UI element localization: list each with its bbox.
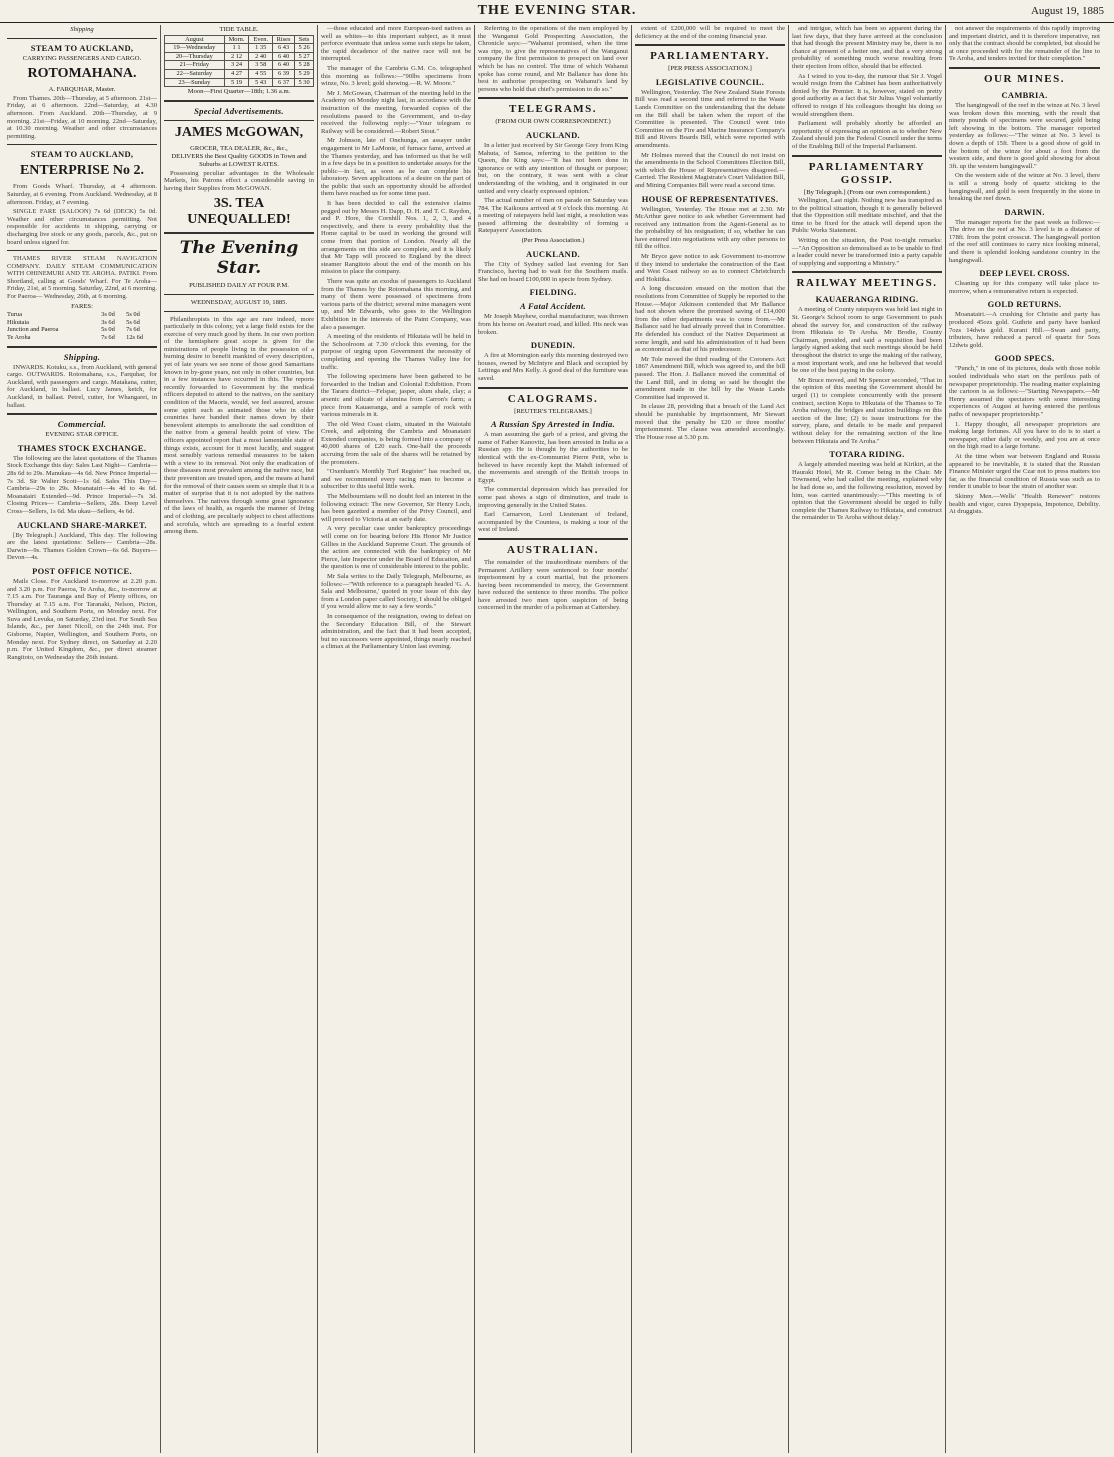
tide-col: August <box>165 35 225 44</box>
gold-returns-heading: GOLD RETURNS. <box>987 299 1062 310</box>
fielding-heading: FIELDING. <box>529 287 577 298</box>
gossip-heading: PARLIAMENTARY GOSSIP. <box>808 160 926 186</box>
totara-heading: TOTARA RIDING. <box>829 449 905 460</box>
tide-table <box>164 35 314 88</box>
table-row: 21—Friday 3 24 3 58 6 40 5 28 <box>165 61 314 70</box>
section-shipping: Shipping <box>70 26 94 33</box>
fatal-accident-heading: A Fatal Accident. <box>520 301 586 312</box>
steam-heading: STEAM TO AUCKLAND, <box>30 42 134 53</box>
tide-col: Even. <box>249 35 272 44</box>
tide-col: Morn. <box>224 35 249 44</box>
columns <box>4 25 1110 1453</box>
telegrams-heading: TELEGRAMS. <box>508 103 598 116</box>
ship-master: A. FARQUHAR, Master. <box>48 86 116 94</box>
house-heading: HOUSE OF REPRESENTATIVES. <box>641 193 779 204</box>
railway-heading: RAILWAY MEETINGS. <box>796 277 938 290</box>
special-ads-heading: Special Advertisements. <box>194 105 284 116</box>
deep-level-heading: DEEP LEVEL CROSS. <box>979 268 1070 279</box>
auckland-heading-2: AUCKLAND. <box>526 248 580 259</box>
auckland-heading: AUCKLAND. <box>526 129 580 140</box>
dunedin-heading: DUNEDIN. <box>530 340 576 351</box>
tea-advert: 3S. TEA UNEQUALLED! <box>187 196 291 228</box>
kauaeranga-heading: KAUAERANGA RIDING. <box>815 294 919 305</box>
tide-col: Sets <box>295 35 314 44</box>
column-1: Shipping STEAM TO AUCKLAND, CARRYING PASSENGERS AND CARGO. ROTOMAHANA. A. FARQUHAR, Master. From Thames. 20th—Thursday, at 5 afternoon. 21st—Friday, at 6 afternoon. 22nd—Saturday, at 4.30 afternoon. From Auckland. 20th—Thursday, at 9 morning. 21st—Friday, at 10 morning. 22nd—Saturday, at 10.30 morning. Weather and other circumstances permitting. STEAM TO AUCKLAND, ENTERPRISE No 2. From Goods Wharf. Thursday, at 4 afternoon. Saturday, at 6 evening. From Auckland. Wednesday, at 8 afternoon. Friday, at 7 evening. SINGLE FARE (SALOON) 7s 6d (DECK) 5s 0d. Weather and other circumstances permitting. Not responsible for accidents in shipping, carrying or discharging live stock or any goods, parcels, &c., put on board unless signed for. THAMES RIVER STEAM NAVIGATION COMPANY. DAILY STEAM COMMUNICATION WITH OHINEMURI AND TE AROHA. PATIKI. From Shortland, calling at Goods' Wharf. For Te Aroha— Friday, 21st, at 5 morning. Saturday, 22nd, at 6 morning. For Paeroa— Wednesday, 26th, at 6 morning. FARES: Turua 3s 0d 5s 0d Hikutaia 3s 6d 5s 6d Junction and Paeroa 5s 0d 7s 6d Te Aroha 7s 6d 12s 6d Shipping. INWARDS. Kotuku, s.s., from Auckland, with general cargo. OUTWARDS. Rotomahana, s.s., Farquhar, for Auckland, with passengers and cargo. Matakana, cutter, for Auckland, in ballast. Lucy James, ketch, for Auckland, in ballast. Petrel, cutter, for Whangarei, in ballast. Commercial. EVENING STAR OFFICE. THAMES STOCK EXCHANGE. The following are the latest quotations of the Thames Stock Exchange this day: Sales Last Night— Cambria—28s 6d to 29s. Manukau—4s 6d. New Prince Imperial—7s 3d. Sir Walter Scott—1s 6d. Sales This Day— Cambria—29s to 29s. Moanatairi—4s 4d to 4s 6d. Moanatairi Extended—9d. Prince Imperial—7s 3d. Closing Prices— Cambria—Sellers, 28s. Deep Level Cross—Sellers, 1s 6d. Ma ukau—Sellers, 4s 6d. AUCKLAND SHARE-MARKET. [By Telegraph.] Auckland, This day. The following are the latest quotations: Sellers— Cambria—28s. Darwin—9s. Thames Golden Crown—6s 6d. Buyers— Devon—4s. POST OFFICE NOTICE. Mails Close. For Auckland to-morrow at 2.20 p.m. and 3.20 p.m. For Paeroa, Te Aroha, &c., to-morrow at 7.15 a.m. For Tauranga and Bay of Plenty offices, on Thursday at 7.15 a.m. For Taranaki, Nelson, Picton, Wellington, and Southern Ports, on Monday next. For Suva and Levuka, on Saturday, 23rd inst. For South Sea Islands, &c., per Janet Nicoll, on the 24th inst. For Gisborne, Napier, Wellington, and Southern Ports, on Monday next. For Sydney direct, on Saturday at 2.20 p.m. For United Kingdom, &c., per direct steamer Rangitoto, on Wednesday the 26th instant. <box>4 25 161 1453</box>
table-row: 20—Thursday 2 12 2 40 6 40 5 27 <box>165 52 314 61</box>
ship-enterprise: ENTERPRISE No 2. <box>19 163 145 179</box>
tide-heading: TIDE TABLE. <box>219 26 259 33</box>
fares-table: Turua 3s 0d 5s 0d Hikutaia 3s 6d 5s 6d Junction and Paeroa 5s 0d 7s 6d Te Aroha 7s 6d 12s 6d <box>7 311 143 342</box>
column-6: and intrigue, which has been so apparent during the last few days, that they have arrived at the conclusion that had though the present Ministry may be, there is no chance at present of a better one, and that a very strong probability of something much worse resulting from their ejection from office, should that be effected. As I wired to you to-day, the rumour that Sir J. Vogel would resign from the Cabinet has been authoritatively denied by the Premier. It is, however, stated on pretty good authority as a fact that Sir Julius Vogel voluntarily offered to resign if his colleagues thought his doing so would strengthen them. Parliament will probably shortly be afforded an opportunity of expressing an opinion as to whether New Zealand should join the Federal Council under the terms of the Enabling Bill of the Imperial Parliament. PARLIAMENTARY GOSSIP. [By Telegraph.] (From our own correspondent.) Wellington, Last night. Nothing new has transpired as to the political situation, though it is generally believed that the Opposition still meditate mischief, and that the time to be fixed for the attack will depend upon the Public Works Statement. Writing on the situation, the Post to-night remarks:—"An Opposition so demoralised as to be unable to find a leader could never be transformed into a party capable of supplying and supporting a Ministry." RAILWAY MEETINGS. KAUAERANGA RIDING. A meeting of County ratepayers was held last night in St. George's School room to urge Government to push ahead the survey for, and construction of the railway from Hikutaia to Te Aroha. Mr Brodie, County Chairman, presided, and said a requisition had been largely signed asking that such meetings should be held throughout the district to urge the making of the railway, a most important work, and one he believed that would be one of the best paying in the colony. Mr Bruce moved, and Mr Spencer seconded, "That in the opinion of this meeting the Government should be urged (1) to complete concurrently with the present contract, section Kopu to Hikutaia of the Thames to Te Aroha railway, the bridges and station buildings on this section of the line; (2) to issue instructions for the survey, plans, and details to be made and prepared without delay for the remaining section of the line between Hikutaia and Te Aroha." TOTARA RIDING. A largely attended meeting was held at Kirikiri, at the Hauraki Hotel, Mr R. Comer being in the Chair. Mr Townsend, who had called the meeting, explained why he had done so, and the following resolution, moved by him, was carried unanimously:—"This meeting is of opinion that the Government should be urged to fully complete the Thames Railway to Hikutaia, and construct the remainder to Te Aroha without delay." <box>789 25 946 1453</box>
steam-sub: CARRYING PASSENGERS AND CARGO. <box>22 54 142 62</box>
council-heading: LEGISLATIVE COUNCIL. <box>655 76 765 87</box>
postoffice-heading: POST OFFICE NOTICE. <box>32 565 132 576</box>
paper-name: The Evening Star. <box>179 238 299 279</box>
moon-phase: Moon—First Quarter—18th; 1.36 a.m. <box>187 88 291 96</box>
darwin-heading: DARWIN. <box>1004 206 1045 217</box>
cambria-heading: CAMBRIA. <box>1001 89 1048 100</box>
masthead <box>0 0 1114 23</box>
tide-col: Rises <box>272 35 294 44</box>
fares-heading: FARES: <box>71 302 93 310</box>
table-row: 23—Sunday 5 19 5 43 6 37 5 30 <box>165 78 314 87</box>
mines-heading: OUR MINES. <box>983 72 1065 85</box>
section-commercial: Commercial. <box>57 419 107 430</box>
correspondent-line: (FROM OUR OWN CORRESPONDENT.) <box>495 118 611 126</box>
australian-heading: AUSTRALIAN. <box>507 543 599 556</box>
editorial-date: WEDNESDAY, AUGUST 19, 1885. <box>190 298 288 306</box>
paper-title: THE EVENING STAR. <box>477 3 637 18</box>
section-shipping-2: Shipping. <box>63 351 101 362</box>
table-row: 19—Wednesday 1 1 1 35 6 43 5 26 <box>165 44 314 53</box>
ship-rotomahana: ROTOMAHANA. <box>27 66 137 82</box>
press-association: [PER PRESS ASSOCIATION.] <box>668 65 752 73</box>
advert-name: JAMES McGOWAN, <box>174 124 304 140</box>
column-2: TIDE TABLE. August Morn. Even. Rises Sets 19—Wednesday 1 1 1 35 6 43 5 26 20—Thursday 2 12 2 40 6 40 5 27 21—Friday 3 24 3 58 6 40 5 28 22—Saturday 4 27 4 55 6 39 5 29 23—Sunday 5 19 5 43 6 37 5 30 Moon—First Quarter—18th; 1.36 a.m. Special Advertisements. JAMES McGOWAN, GROCER, TEA DEALER, &c., &c., DELIVERS the Best Quality GOODS in Town and Suburbs at LOWEST RATES. Possessing peculiar advantages in the Wholesale Markets, his Patrons effect a considerable saving in having their Supplies from McGOWAN. 3S. TEA UNEQUALLED! The Evening Star. PUBLISHED DAILY AT FOUR P.M. WEDNESDAY, AUGUST 19, 1885. Philanthropists in this age are rare indeed, more particularly in this colony, yet a large field exists for the exercise of very much good by them. In our own portion of the hemisphere great scope is given for the ministrations of people living in the possession of a burning desire to benefit mankind of every description, yet of late years we see none of those good Samaritans known in by-gone years, not only in other countries, but in a few instances have occurred in this. The reports recently forwarded to Government by the medical officers deputed to attend to the natives, on the sanitary condition of the Maoris, would, we feel assured, arouse some spirit such as animated those who in older countries have banded their names down by their benevolent attempts to ameliorate the sad condition of the native from a general health point of view. The officers appointed report that a most lamentable state of things exists, account for it most lucidly, and suggest most sensibly various remedial measures to be taken with a view to its removal. Not only the eradication of those diseases most prevalent among the native race, but their prevention are treated upon, and the means at hand for the removal of their causes seem so simple that it is a matter of surprise that it is not adopted by the natives themselves. The natives through some great ignorance of the laws of health, as regards the manner of living and of clothing, are peculiarly subject to chest affections and scrofula, which are spreading to a fearful extent among them. <box>161 25 318 1453</box>
column-5: extent of £200,000 will be required to meet the deficiency at the end of the coming financial year. PARLIAMENTARY. [PER PRESS ASSOCIATION.] LEGISLATIVE COUNCIL. Wellington, Yesterday. The New Zealand State Forests Bill was read a second time and referred to the Waste Lands Committee on the understanding that the debate on the Bill shall be taken when the report of the Committee is presented. The Council went into Committee on the Fire and Marine Insurance Company's Bill and Rivers Boards Bill, which were reported with amendments. Mr Holmes moved that the Council do not insist on the amendments in the School Committees Election Bill, with which the House of Representatives disagreed.—Carried. The Resident Magistrate's Court Validation Bill, and Mining Companies Bill were read a second time. HOUSE OF REPRESENTATIVES. Wellington, Yesterday. The House met at 2.30. Mr McArthur gave notice to ask whether Government had received any intimation from the Agent-General as to the probability of his resignation; if so, whether he can have entered into negotiations with any other persons to fill the office. Mr Bryce gave notice to ask Government to-morrow if they intend to undertake the construction of the East and West Coast railway so as to connect Christchurch and Hokitika. A long discussion ensued on the motion that the resolutions from Committee of Supply be reported to the House.—Major Atkinson contended that Mr Ballance had not shown where the promised saving of £14,000 from the other departments was to come from.—Mr Ballance said he had already proved that in Committee. He defended his conduct of the Native Department at some length, and said his administration of it had been as economical as that of his predecessor. Mr Tole moved the third reading of the Coroners Act 1867 Amendment Bill, which was agreed to, and the bill passed. The Hon. J. Ballance moved the committal of the Land Bill, and in doing so said he thought the amendment made in the bill by the Waste Lands Committee had improved it. In clause 28, providing that a breach of the Land Act should be punishable by imprisonment, Mr Stewart moved that the penalty be £20 or three months' imprisonment. The clause was amended accordingly. The House rose at 5.30 p.m. <box>632 25 789 1453</box>
advert-line: DELIVERS the Best Quality GOODS in Town and Suburbs at LOWEST RATES. <box>171 153 307 168</box>
steam-heading-2: STEAM TO AUCKLAND, <box>30 149 134 160</box>
column-4: Referring to the operations of the men employed by the Wanganui Gold Prospecting Association, the Chronicle says:—"Wahanui promised, when the time was ripe, to give the representatives of the Wanganui company the first permission to prospect on land over which he has no control. The time of which Wahanui spoke has come round, and Mr Ballance has done his best to authorise prospecting on Wahanui's land by persons who hold that chief's permission to do so." TELEGRAMS. (FROM OUR OWN CORRESPONDENT.) AUCKLAND. In a letter just received by Sir George Grey from King Mahuta, of Samoa, referring to the petition to the Queen, the King says:—"It has not been done in ignorance or with any intention of thought or purpose; but, on the contrary, it was sent with a clear understanding of the wishing, and it originated in our united and very clearly expressed opinion." The actual number of men on parade on Saturday was 784. The Kaikoura arrived at 9 o'clock this morning. At a meeting of ratepayers held last night, a resolution was passed affirming the desirability of forming a Ratepayers' Association. (Per Press Association.) AUCKLAND. The City of Sydney sailed last evening for San Francisco, having had to wait for the Southern mails. She had on board £100,000 in specie from Sydney. FIELDING. A Fatal Accident. Mr Joseph Mayhew, cordial manufacturer, was thrown from his horse on Awaturi road, and killed. His neck was broken. DUNEDIN. A fire at Mornington early this morning destroyed two houses, owned by McIntyre and Black and occupied by Lettinga and Mrs Kelly. A good deal of the furniture was saved. CALOGRAMS. [REUTER'S TELEGRAMS.] A Russian Spy Arrested in India. A man assuming the garb of a priest, and giving the name of Father Kanovitz, has been arrested in India as a Russian spy. He is thought by the authorities to be identical with the ex-Communist Pierre Petit, who is believed to have recently kept the Mahdi informed of the movements and strength of the British troops in Egypt. The commercial depression which has prevailed for some past shows a sign of diminution, and trade is improving generally in the United States. Earl Carnarvon, Lord Lieutenant of Ireland, accompanied by the Countess, is making a tour of the west of Ireland. AUSTRALIAN. The remainder of the insubordinate members of the Permanent Artillery were sentenced to four months' imprisonment by a court martial, but the prisoners having been recommended to mercy, the Government have reduced the sentence to three months. The police have arrested two men upon suspicion of being concerned in the murder of a policeman at Cattershey. <box>475 25 632 1453</box>
russian-spy-heading: A Russian Spy Arrested in India. <box>490 419 616 430</box>
exchange-heading: THAMES STOCK EXCHANGE. <box>17 442 147 453</box>
column-3: —those educated and more European-ised natives as well as whites—to this important subject, as it must perforce eventuate that unless some such steps be taken, the rapid decadence of the native race will not be interrupted. The manager of the Cambria G.M. Co. telegraphed this morning as follows:—"90lbs specimens from winze, No. 3 level; gold showing.—R. W. Moore." Mr J. McGowan, Chairman of the meeting held in the Academy on Monday night last, in accordance with the instruction of the meeting, forwarded copies of the resolutions passed to the Government, and to-day received the following reply:—"Your telegram re Railway will be considered.—Robert Stout." Mr Johnson, late of Onehunga, an assayer under engagement to Mr LaMonte, of furnace fame, arrived at the Thames yesterday, and has informed us that he will in a few days be in a position to undertake assays for the public—in fact, as soon as he can complete his laboratory. Seven applications of a desire on the part of the public that such an opportunity should be afforded them have reached us for some time past. It has been decided to call the extensive claims pegged out by Messrs H. Dapp, D. H. and T. C. Raydon, and P. Hore, the Cornhill Nos. 1, 2, 3, and 4 respectively, and there is every probability that the Home capital to be used in working the ground will come from that portion of London. Nearly all the arrangements on this side are complete, and it is likely that Mr Tapp will proceed to England by the direct steamer Rangitoto about the end of the month on his mission to place the company. There was quite an exodus of passengers to Auckland from the Thames by the Rotomahana this morning, and many of them were possessed of specimens from various parts of the district; several mine managers went up, and Mr Edwards, who goes to the Wellington Exhibition in the interests of the Paint Company, was also a passenger. A meeting of the residents of Hikutaia will be held in the Schoolroom at 7.30 o'clock this evening, for the purpose of urging upon Government the necessity of completing and opening the Thames Valley line for traffic. The following specimens have been gathered to be forwarded to the Indian and Colonial Exhibition. From the Tararu district—Felspar, jasper, alum shale, clay; a arsenic and silicate of alumina from Carron's farm; a piece from Kauaeranga, and a sample of rock with various minerals in it. The old West Coast claim, situated in the Waiotahi Creek, and adjoining the Cambria and Moanatairi Extended companies, is being formed into a company of 40,000 shares of £20 each. One-half the proceeds accruing from the sale of the shares will be retained by the promoters. "Oxenham's Monthly Turf Register" has reached us, and we recommend every racing man to become a subscriber to this useful little work. The Melbournians will no doubt feel an interest in the following extract: The new Governor, Sir Henry Loch, has been gazetted a member of the Privy Council, and will proceed to Victoria at an early date. A very peculiar case under bankruptcy proceedings will come on for hearing before His Honor Mr Justice Gillies in the Auckland Supreme Court. The grounds of the action are connected with the bankruptcy of Mr Pierce, late Inspector under the Board of Education, and the question is one of considerable interest to the public. Mr Sala writes to the Daily Telegraph, Melbourne, as follows:—"With reference to a paragraph headed 'G. A. Sala and Melbourne,' quoted in your issue of this day from a London paper called Society, I should be obliged if you would allow me to say a few words." In consequence of the resignation, owing to defeat on the Secondary Education Bill, of the Stewart administration, and the fact that it had been accepted, but no successors were appointed, things nearly reached a climax at the Parliamentary Union last evening. <box>318 25 475 1453</box>
advert-trade: GROCER, TEA DEALER, &c., &c., <box>190 144 288 152</box>
reuter-line: [REUTER'S TELEGRAMS.] <box>514 407 592 415</box>
parliamentary-heading: PARLIAMENTARY. <box>650 50 770 63</box>
sharemarket-heading: AUCKLAND SHARE-MARKET. <box>17 519 147 530</box>
published-line: PUBLISHED DAILY AT FOUR P.M. <box>189 282 289 290</box>
good-specs-heading: GOOD SPECS. <box>994 353 1055 364</box>
calograms-heading: CALOGRAMS. <box>507 392 599 405</box>
issue-date: August 19, 1885 <box>1030 5 1104 17</box>
column-7: not answer the requirements of this rapidly improving and important district, and it is therefore imperative, not only that the contract should be completed, but should be at once proceeded with for the remainder of the line to Te Aroha, and tenders invited for their completion." OUR MINES. CAMBRIA. The hangingwall of the reef in the winze at No. 3 level was broken down this morning, with the result that ninety pounds of specimens were secured, gold being left showing in the bottom. The manager reported yesterday as follows:—"The winze at No. 3 level is down a depth of 15ft. There is a good show of gold in the bottom of the winze for about a foot from the western side, and there is good gold showing for about 3ft. up the western hangingwall." On the western side of the winze at No. 3 level, there is still a strong body of quartz sticking to the hangingwall, and gold is seen frequently in the stone in breaking the reef down. DARWIN. The manager reports for the past week as follows:—The drive on the reef at No. 3 level is in a distance of 178ft. from the point crosscut. The hangingwall portion of the reef still continues to carry nice looking mineral, and there is splendid looking sandstone country in the hangingwall. DEEP LEVEL CROSS. Cleaning up for this company will take place to-morrow, when a remunerative return is expected. GOLD RETURNS. Moanatairi.—A crushing for Christie and party has produced 45ozs gold. Guthrie and party have banked 7ozs 14dwts gold. Kurani Hill.—Swan and party, tributers, have reduced a parcel of quartz for 5ozs 12dwts gold. GOOD SPECS. "Punch," in one of its pictures, deals with those noble souled individuals who start on the perilous path of newspaper proprietorship. The reading matter explaining the cartoon is as follows:—"Starting Newspapers.—Mr Henry assumed the spectators with some interesting experiences of August at having entered the perilous paths of newspaper proprietorship." 1. Happy thought, all newspaper proprietors are making large fortunes. All you have to do is to start a newspaper, either daily or weekly, and you are at once on the high road to a large fortune. At the time when war between England and Russia appeared to be inevitable, it is stated that the Russian Finance Minister urged the Czar not to press matters too far, as the financial condition of Russia was such as to render it unable to bear the strain of another war. Skinny Men.—Wells' "Health Renewer" restores health and vigor, cures Dyspepsia, Impotence, Debility. At druggists. <box>949 25 1100 516</box>
table-row: 22—Saturday 4 27 4 55 6 39 5 29 <box>165 69 314 78</box>
